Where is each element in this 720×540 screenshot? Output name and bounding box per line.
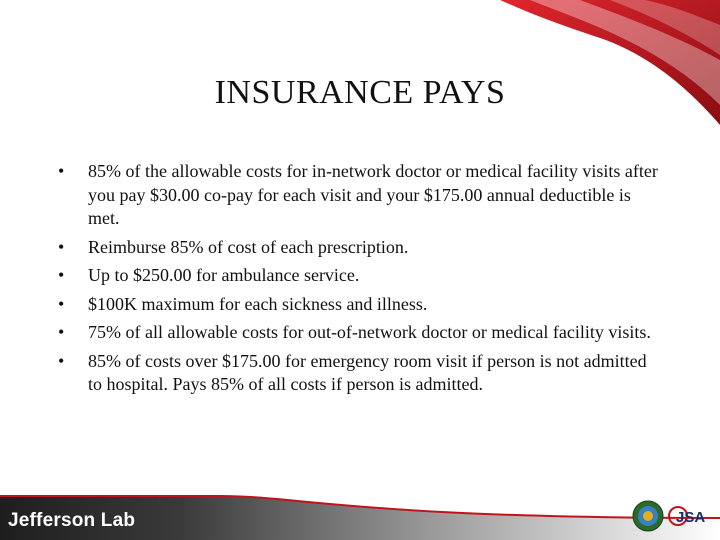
bullet-list (58, 160, 658, 402)
list-item (58, 293, 658, 317)
bullet-icon: • (58, 322, 65, 342)
bullet-icon: • (58, 161, 65, 181)
bullet-icon: • (58, 350, 65, 371)
bullet-icon: • (58, 236, 65, 257)
slide-title: INSURANCE PAYS (214, 74, 506, 111)
bullet-icon: • (58, 265, 65, 285)
bullet-text: Up to $250.00 for ambulance service. (88, 265, 360, 285)
partner-logos (630, 492, 710, 538)
jefferson-lab-logo: Jefferson Lab (8, 510, 136, 531)
bullet-text: 85% of the allowable costs for in-network doctor or medical facility visits after you pay $30.00 co-pay for each visit and your $175.00 annual deductible is met. (88, 161, 658, 228)
bullet-icon: • (58, 293, 65, 314)
list-item (58, 264, 658, 288)
list-item (58, 350, 658, 397)
list-item (58, 236, 658, 260)
jsa-logo-text: JSA (676, 509, 706, 526)
footer (0, 488, 720, 540)
bullet-text: 85% of costs over $175.00 for emergency room visit if person is not admitted to hospital. Pays 85% of all costs if person is admitted. (88, 350, 647, 394)
bullet-text: Reimburse 85% of cost of each prescription. (88, 236, 409, 257)
list-item (58, 160, 658, 231)
list-item (58, 321, 658, 345)
doe-seal-icon (633, 501, 663, 531)
bullet-text: $100K maximum for each sickness and illness. (88, 293, 428, 314)
jsa-logo-icon (669, 507, 705, 526)
bullet-text: 75% of all allowable costs for out-of-network doctor or medical facility visits. (88, 322, 651, 342)
